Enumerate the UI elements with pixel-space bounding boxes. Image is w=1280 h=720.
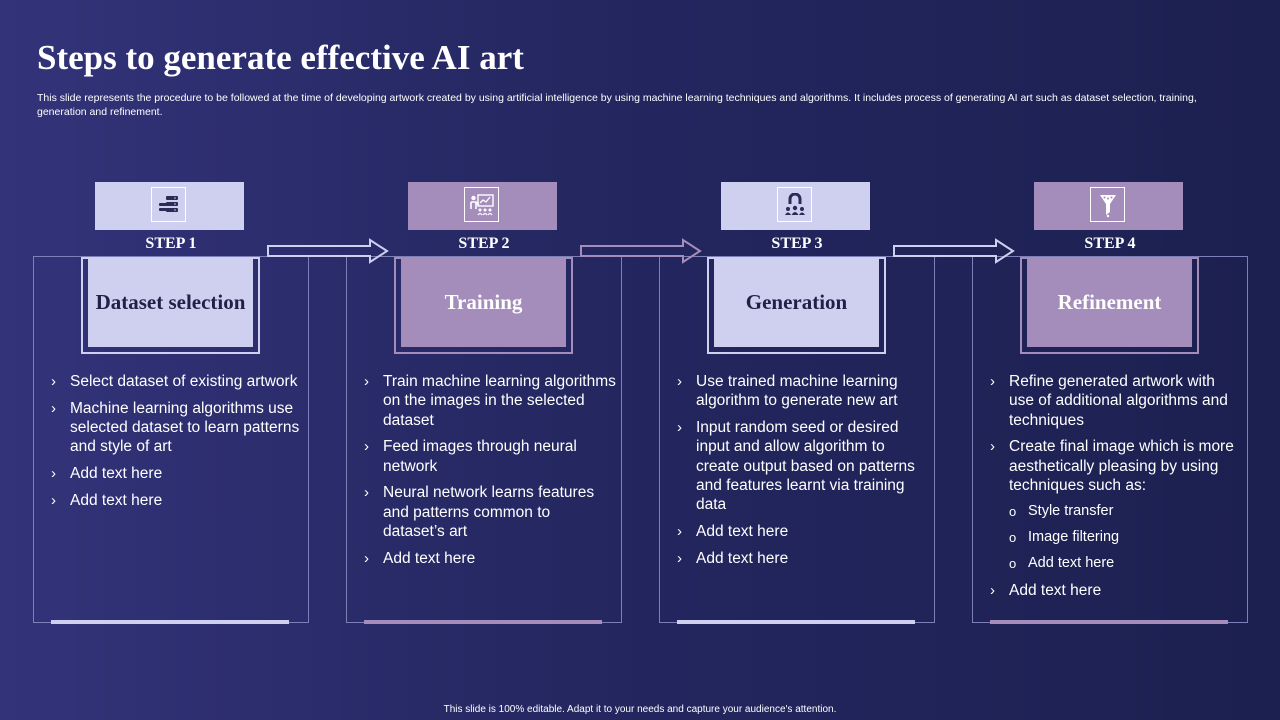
- chevron-right-icon: ›: [677, 373, 682, 390]
- step-1-heading: Dataset selection: [88, 257, 253, 347]
- step-3-list: [677, 372, 929, 576]
- list-item: › Add text here: [677, 549, 789, 567]
- chevron-right-icon: ›: [51, 399, 56, 417]
- step-1-label: STEP 1: [145, 235, 197, 252]
- step-2-bottom-bar: [364, 620, 602, 624]
- page-title: Steps to generate effective AI art: [37, 38, 524, 77]
- list-item: › Add text here: [677, 523, 789, 541]
- step-4-bottom-bar: [990, 620, 1228, 624]
- chevron-right-icon: ›: [677, 549, 682, 567]
- step-1-icon-tab: [95, 182, 244, 230]
- circle-bullet-icon: o: [1009, 530, 1017, 546]
- step-4-icon-tab: [1034, 182, 1183, 230]
- list-item: › Use trained machine learning algorithm to generate new art: [677, 373, 898, 410]
- page-subtitle: This slide represents the procedure to be followed at the time of developing artwork created by using artificial intelligence by using machine learning techniques and algorithms. It includes process of generating AI art such as dataset selection, training, generation and refinement.: [37, 92, 1197, 118]
- arrow-right-icon: [266, 238, 390, 264]
- chevron-right-icon: ›: [364, 438, 369, 456]
- arrow-right-icon: [579, 238, 703, 264]
- list-item: › Neural network learns features and patterns common to dataset’s art: [364, 484, 595, 541]
- step-2-label: STEP 2: [458, 235, 510, 252]
- chevron-right-icon: ›: [364, 484, 369, 502]
- list-item: › Create final image which is more aesthetically pleasing by using techniques such as: o Style transfer o Image filtering o Add text here: [990, 437, 1242, 573]
- chevron-right-icon: ›: [364, 373, 369, 390]
- step-3-bottom-bar: [677, 620, 915, 624]
- list-item: › Add text here: [364, 549, 476, 567]
- sub-list: [1009, 502, 1242, 573]
- sub-list-item: o Style transfer: [1009, 503, 1114, 520]
- footer-note: This slide is 100% editable. Adapt it to your needs and capture your audience's attention.: [443, 704, 837, 715]
- step-3-icon-tab: [721, 182, 870, 230]
- circle-bullet-icon: o: [1009, 504, 1017, 520]
- list-item: › Train machine learning algorithms on the images in the selected dataset: [364, 373, 616, 429]
- list-item: › Add text here: [990, 581, 1102, 599]
- list-item: › Add text here: [51, 491, 163, 509]
- chevron-right-icon: ›: [677, 523, 682, 541]
- chevron-right-icon: ›: [990, 581, 995, 599]
- step-3-heading: Generation: [714, 257, 879, 347]
- circle-bullet-icon: o: [1009, 556, 1017, 572]
- step-1-list: [51, 372, 303, 518]
- step-2-heading: Training: [401, 257, 566, 347]
- step-1-bottom-bar: [51, 620, 289, 624]
- arrow-right-icon: [892, 238, 1016, 264]
- chevron-right-icon: ›: [51, 373, 56, 390]
- chevron-right-icon: ›: [990, 373, 995, 390]
- step-3-label: STEP 3: [771, 235, 823, 252]
- list-item: › Add text here: [51, 465, 163, 483]
- list-item: › Machine learning algorithms use selected dataset to learn patterns and style of art: [51, 399, 300, 456]
- chevron-right-icon: ›: [990, 438, 995, 456]
- magnet-people-icon: [777, 187, 812, 222]
- chevron-right-icon: ›: [677, 419, 682, 437]
- step-2-list: [364, 372, 616, 576]
- chevron-right-icon: ›: [364, 549, 369, 567]
- step-2-icon-tab: [408, 182, 557, 230]
- list-item: › Input random seed or desired input and allow algorithm to create output based on patterns and features learnt via training data: [677, 419, 915, 514]
- presentation-icon: [464, 187, 499, 222]
- chevron-right-icon: ›: [51, 465, 56, 483]
- filter-funnel-icon: [1090, 187, 1125, 222]
- database-icon: [151, 187, 186, 222]
- step-4-label: STEP 4: [1084, 235, 1136, 252]
- sub-list-item: o Image filtering: [1009, 529, 1120, 546]
- list-item: › Refine generated artwork with use of additional algorithms and techniques: [990, 373, 1228, 429]
- chevron-right-icon: ›: [51, 491, 56, 509]
- step-4-list: [990, 372, 1242, 608]
- list-item: › Feed images through neural network: [364, 438, 577, 475]
- step-4-heading: Refinement: [1027, 257, 1192, 347]
- list-item: › Select dataset of existing artwork: [51, 373, 298, 390]
- sub-list-item: o Add text here: [1009, 555, 1115, 572]
